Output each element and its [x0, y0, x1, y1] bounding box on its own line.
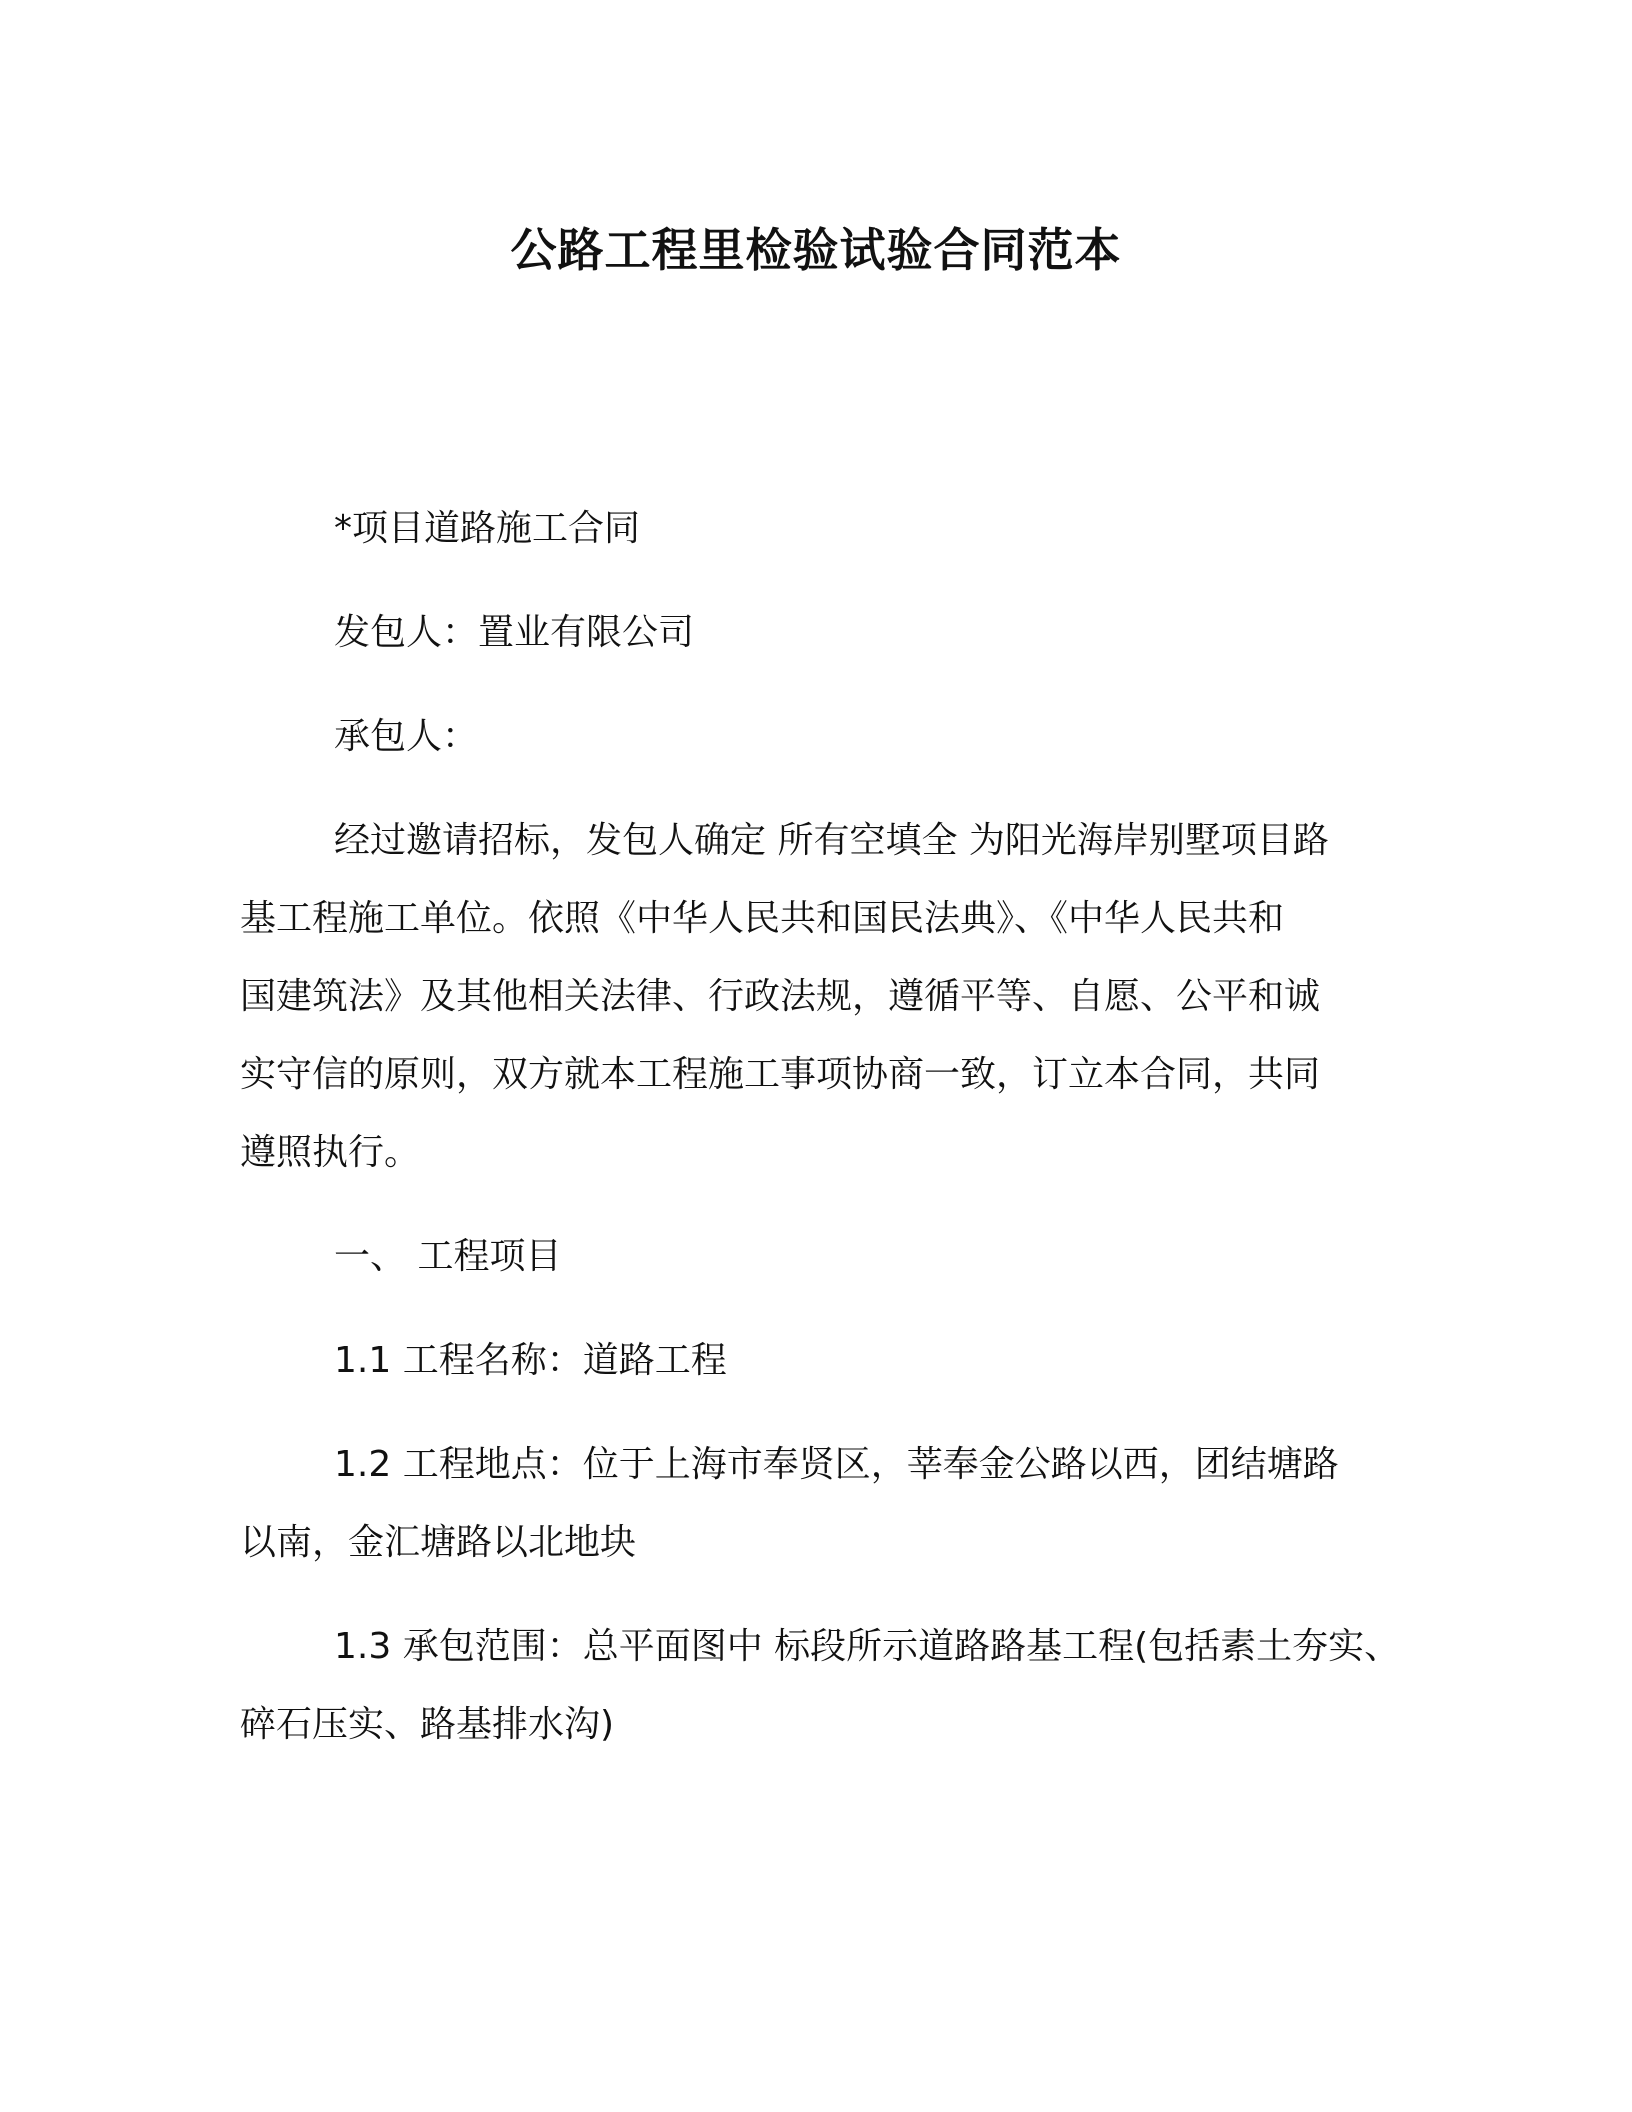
intro-line: 实守信的原则，双方就本工程施工事项协商一致，订立本合同，共同 — [240, 1054, 1321, 1095]
item-1-2 — [240, 1426, 1420, 1582]
section-heading: 一、 工程项目 — [334, 1236, 562, 1277]
contractor-paragraph: 承包人： — [334, 716, 479, 757]
intro-line: 国建筑法》及其他相关法律、行政法规，遵循平等、自愿、公平和诚 — [240, 976, 1321, 1017]
item-1-3 — [240, 1608, 1420, 1764]
intro-line: 经过邀请招标，发包人确定 所有空填全 为阳光海岸别墅项目路 — [334, 820, 1329, 861]
document-title: 公路工程里检验试验合同范本 — [510, 223, 1122, 277]
item-1-1: 1.1 工程名称：道路工程 — [334, 1340, 727, 1381]
item-1-2-line: 以南，金汇塘路以北地块 — [240, 1522, 637, 1563]
item-1-3-line: 1.3 承包范围：总平面图中 标段所示道路路基工程(包括素土夯实、 — [334, 1626, 1401, 1667]
employer-paragraph: 发包人：置业有限公司 — [334, 612, 695, 653]
item-1-3-line: 碎石压实、路基排水沟) — [240, 1704, 615, 1745]
project-name-paragraph: *项目道路施工合同 — [334, 508, 641, 549]
item-1-2-line: 1.2 工程地点：位于上海市奉贤区，莘奉金公路以西，团结塘路 — [334, 1444, 1339, 1485]
document-body — [240, 490, 1420, 1790]
intro-paragraph — [240, 802, 1420, 1192]
intro-line: 遵照执行。 — [240, 1132, 421, 1173]
intro-line: 基工程施工单位。依照《中华人民共和国民法典》、《中华人民共和 — [240, 898, 1285, 939]
